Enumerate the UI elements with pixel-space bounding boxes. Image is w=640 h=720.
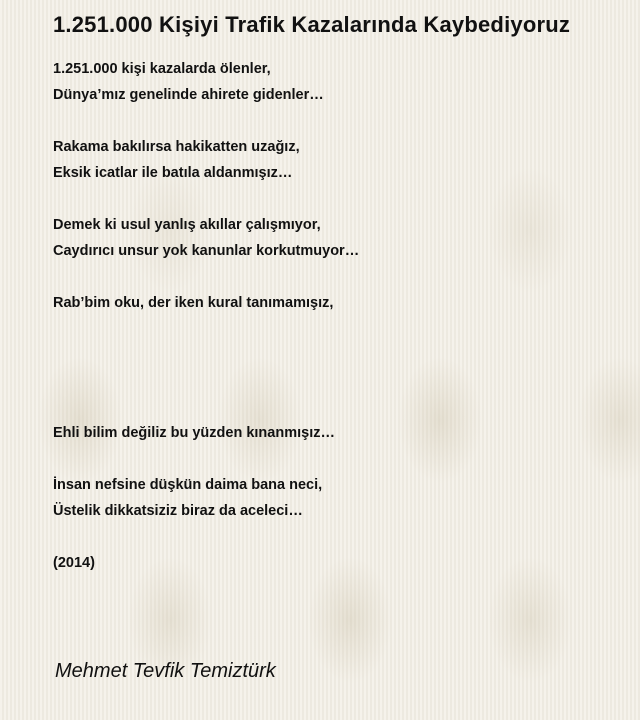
stanza-break [53,316,613,342]
poem-body [53,56,613,576]
stanza-break [53,342,613,368]
poem-line: Dünya’mız genelinde ahirete gidenler… [53,87,324,103]
stanza-break [53,446,613,472]
poem-line: 1.251.000 kişi kazalarda ölenler, [53,61,271,77]
author-signature: Mehmet Tevfik Temiztürk [55,660,276,682]
poem-title: 1.251.000 Kişiyi Trafik Kazalarında Kaybediyoruz [53,12,571,37]
poem-line: Rakama bakılırsa hakikatten uzağız, [53,139,300,155]
poem-line: İnsan nefsine düşkün daima bana neci, [53,477,323,493]
poem-line: Ehli bilim değiliz bu yüzden kınanmışız… [53,425,335,441]
poem-line: Eksik icatlar ile batıla aldanmışız… [53,165,293,181]
poem-line: Caydırıcı unsur yok kanunlar korkutmuyor… [53,243,360,259]
stanza-break [53,264,613,290]
stanza-break [53,394,613,420]
poem-line: Rab’bim oku, der iken kural tanımamışız, [53,295,334,311]
stanza-break [53,108,613,134]
poem-line: Demek ki usul yanlış akıllar çalışmıyor, [53,217,321,233]
poem-year: (2014) [53,555,95,571]
poem-line: Üstelik dikkatsiziz biraz da aceleci… [53,503,303,519]
stanza-break [53,186,613,212]
stanza-break [53,368,613,394]
stanza-break [53,524,613,550]
